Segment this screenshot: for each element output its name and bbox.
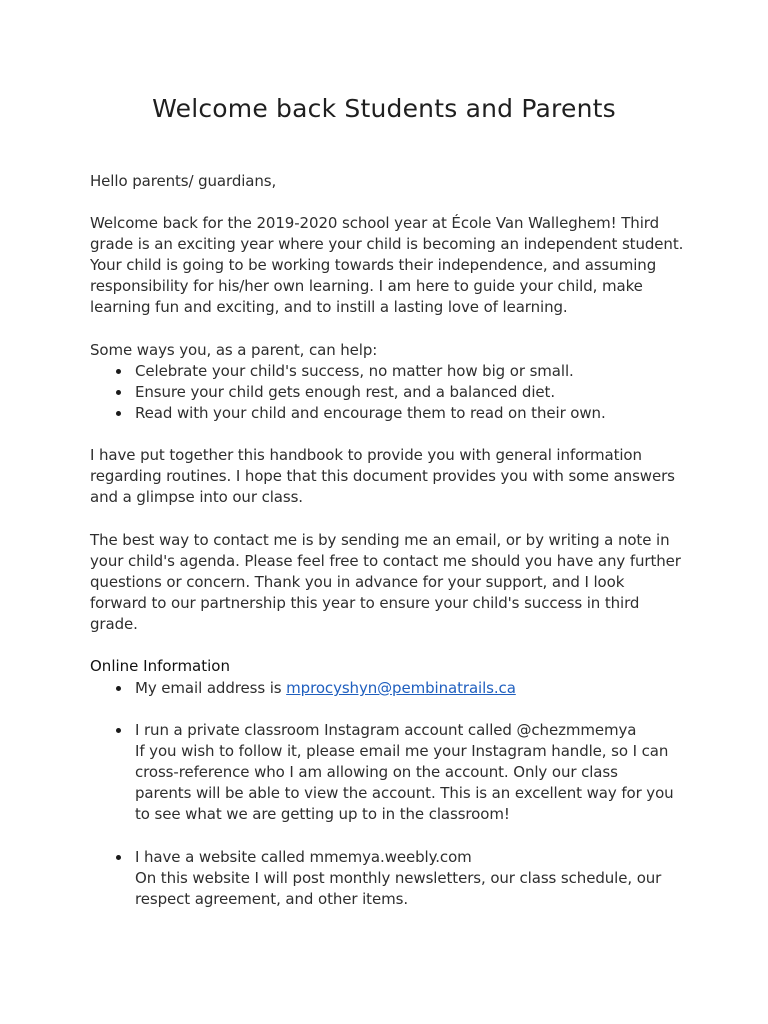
bullet-icon <box>116 390 121 395</box>
greeting-line: Hello parents/ guardians, <box>90 172 277 190</box>
instagram-line: to see what we are getting up to in the classroom! <box>135 805 510 823</box>
handbook-paragraph <box>90 445 700 508</box>
email-line <box>135 678 700 699</box>
bullet-icon <box>116 686 121 691</box>
intro-line: learning fun and exciting, and to instill a lasting love of learning. <box>90 298 568 316</box>
handbook-line: regarding routines. I hope that this document provides you with some answers <box>90 467 675 485</box>
handbook-line: and a glimpse into our class. <box>90 488 303 506</box>
list-item-instagram <box>90 720 700 825</box>
online-list-website <box>90 847 700 910</box>
online-list <box>90 678 700 699</box>
help-intro <box>90 340 700 361</box>
bullet-icon <box>116 855 121 860</box>
website-line: respect agreement, and other items. <box>135 890 408 908</box>
list-item-text: Ensure your child gets enough rest, and a balanced diet. <box>135 383 556 401</box>
intro-line: responsibility for his/her own learning. I am here to guide your child, make <box>90 277 643 295</box>
help-intro-line: Some ways you, as a parent, can help: <box>90 341 378 359</box>
list-item-email <box>90 678 700 699</box>
intro-line: grade is an exciting year where your child is becoming an independent student. <box>90 235 684 253</box>
contact-paragraph <box>90 530 700 635</box>
instagram-line: cross-reference who I am allowing on the account. Only our class <box>135 763 618 781</box>
contact-line: forward to our partnership this year to ensure your child's success in third <box>90 594 640 612</box>
online-list-instagram <box>90 720 700 825</box>
bullet-icon <box>116 369 121 374</box>
contact-line: The best way to contact me is by sending me an email, or by writing a note in <box>90 531 670 549</box>
instagram-line: If you wish to follow it, please email me your Instagram handle, so I can <box>135 742 669 760</box>
instagram-line: I run a private classroom Instagram account called @chezmmemya <box>135 721 637 739</box>
contact-line: grade. <box>90 615 138 633</box>
help-list <box>90 361 700 424</box>
list-item <box>90 403 700 424</box>
intro-paragraph <box>90 213 700 318</box>
contact-line: your child's agenda. Please feel free to contact me should you have any further <box>90 552 681 570</box>
email-prefix: My email address is <box>135 679 287 697</box>
instagram-line: parents will be able to view the account. This is an excellent way for you <box>135 784 674 802</box>
bullet-icon <box>116 728 121 733</box>
email-link[interactable]: mprocyshyn@pembinatrails.ca <box>286 679 516 697</box>
list-item-website <box>90 847 700 910</box>
intro-line: Your child is going to be working towards their independence, and assuming <box>90 256 657 274</box>
intro-line: Welcome back for the 2019-2020 school year at École Van Walleghem! Third <box>90 214 660 232</box>
bullet-icon <box>116 411 121 416</box>
list-item-text: Celebrate your child's success, no matter how big or small. <box>135 362 574 380</box>
contact-line: questions or concern. Thank you in advance for your support, and I look <box>90 573 625 591</box>
website-line: I have a website called mmemya.weebly.com <box>135 848 472 866</box>
online-info-heading: Online Information <box>90 657 230 675</box>
greeting <box>90 171 700 192</box>
list-item <box>90 382 700 403</box>
list-item-text: Read with your child and encourage them to read on their own. <box>135 404 606 422</box>
website-line: On this website I will post monthly newsletters, our class schedule, our <box>135 869 662 887</box>
handbook-line: I have put together this handbook to provide you with general information <box>90 446 642 464</box>
document-title: Welcome back Students and Parents <box>152 94 616 123</box>
list-item <box>90 361 700 382</box>
